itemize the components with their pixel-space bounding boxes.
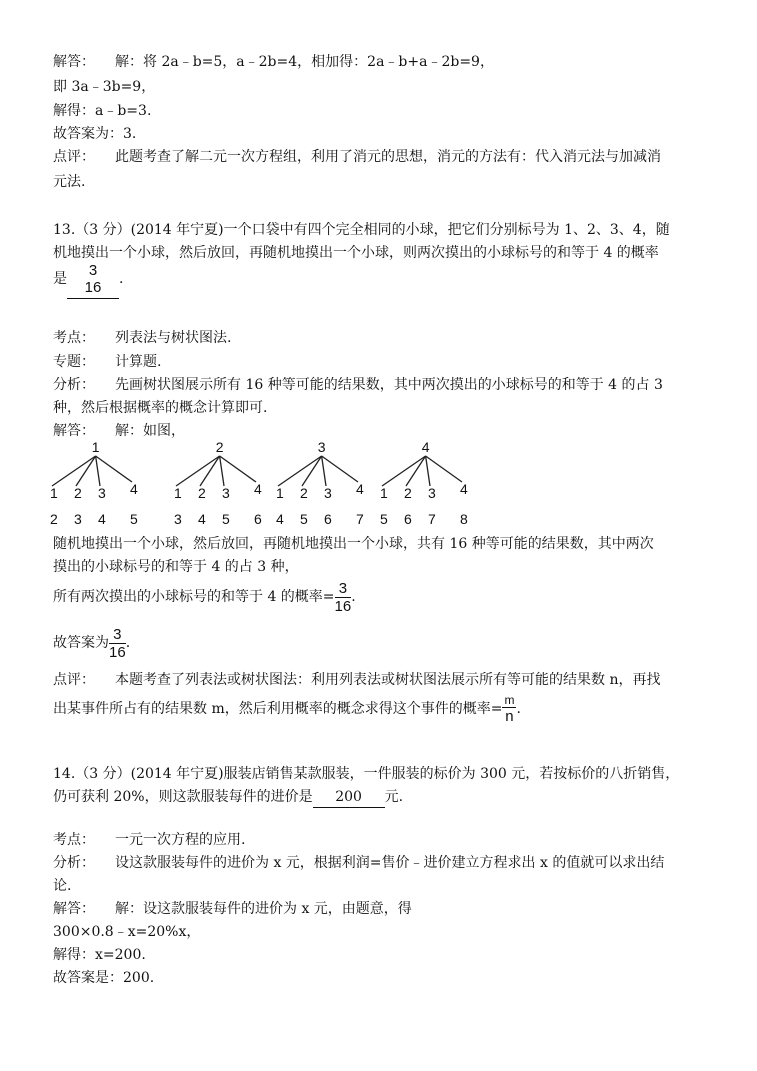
q13-prob-fraction: $\frac{3}{16}$ xyxy=(334,579,352,615)
tree-child: 1 xyxy=(380,485,388,501)
tree-branch xyxy=(322,456,358,482)
tree-branch xyxy=(302,456,322,486)
tree-branch xyxy=(96,456,132,482)
tree-root: 3 xyxy=(317,440,326,455)
tree-branch xyxy=(220,456,224,486)
tree-branch xyxy=(76,456,96,486)
tree-child: 4 xyxy=(130,481,138,497)
tree-sum: 8 xyxy=(460,511,468,527)
tree-branch xyxy=(176,456,220,486)
q14-answer-blank: 200 xyxy=(313,787,385,808)
tree-sum: 3 xyxy=(74,511,82,527)
q14-stem-line1: 14.（3 分）(2014 年宁夏)服装店销售某款服装，一件服装的标价为 300 元，若按标价的八折销售， xyxy=(53,766,680,782)
q13-fenxi-line1: 分析： 先画树状图展示所有 16 种等可能的结果数，其中两次摸出的小球标号的和等于 4 的占 3 xyxy=(53,377,663,393)
q12-answer-line3: 解得：a﹣b=3. xyxy=(53,103,152,119)
q13-dianping-line1: 点评： 本题考查了列表法或树状图法：利用列表法或树状图法展示所有等可能的结果数 n，再找 xyxy=(53,672,661,688)
tree-sum: 6 xyxy=(254,511,262,527)
tree-branch xyxy=(406,456,426,486)
q14-fenxi-line2: 论. xyxy=(53,878,72,894)
q13-dianping-fraction: $\frac{m}{n}$ xyxy=(504,693,515,725)
q13-stem-line1: 13.（3 分）(2014 年宁夏)一个口袋中有四个完全相同的小球，把它们分别标号为 1、2、3、4，随 xyxy=(53,222,670,238)
tree-branch xyxy=(382,456,426,486)
tree-root: 1 xyxy=(91,440,100,455)
tree-root: 4 xyxy=(421,440,430,455)
q13-dianping-line2: 出某事件所占有的结果数 m，然后利用概率的概念求得这个事件的概率= $\frac{m}{n}$ . xyxy=(53,693,521,725)
tree-sum: 4 xyxy=(198,511,206,527)
tree-child: 2 xyxy=(198,485,206,501)
tree-child: 3 xyxy=(222,485,230,501)
q13-kaodian: 考点： 列表法与树状图法. xyxy=(53,330,232,346)
tree-child: 2 xyxy=(74,485,82,501)
q12-comment-line2: 元法. xyxy=(53,174,86,190)
tree-branch xyxy=(322,456,326,486)
q14-jieda: 解答： 解：设这款服装每件的进价为 x 元，由题意，得 xyxy=(53,901,412,917)
tree-branch xyxy=(200,456,220,486)
tree-3 xyxy=(276,440,364,527)
tree-sum: 5 xyxy=(300,511,308,527)
tree-sum: 6 xyxy=(324,511,332,527)
tree-sum: 2 xyxy=(50,511,58,527)
q13-fenxi-line2: 种，然后根据概率的概念计算即可. xyxy=(53,400,268,416)
tree-branch xyxy=(426,456,430,486)
q12-answer-line4: 故答案为：3. xyxy=(53,126,137,142)
tree-sum: 3 xyxy=(174,511,182,527)
tree-child: 3 xyxy=(428,485,436,501)
tree-child: 2 xyxy=(404,485,412,501)
tree-child: 3 xyxy=(98,485,106,501)
tree-sum: 4 xyxy=(98,511,106,527)
q14-eq-line1: 300×0.8﹣x=20%x， xyxy=(53,924,201,940)
q14-stem-line2: 仍可获利 20%，则这款服装每件的进价是 200 元. xyxy=(53,787,403,808)
tree-4 xyxy=(380,440,468,527)
q13-answer-blank xyxy=(67,260,119,299)
q13-prob-line: 所有两次摸出的小球标号的和等于 4 的概率= $\frac{3}{16}$ . xyxy=(53,579,356,615)
tree-branch xyxy=(52,456,96,486)
q14-kaodian: 考点： 一元一次方程的应用. xyxy=(53,832,246,848)
q13-result-line: 故答案为 $\frac{3}{16}$ . xyxy=(53,625,131,661)
tree-diagram xyxy=(40,440,480,532)
q13-jieda: 解答： 解：如图， xyxy=(53,423,185,439)
q13-result-fraction: $\frac{3}{16}$ xyxy=(109,625,126,661)
tree-sum: 7 xyxy=(356,511,364,527)
tree-child: 1 xyxy=(50,485,58,501)
tree-sum: 7 xyxy=(428,511,436,527)
q14-fenxi-line1: 分析： 设这款服装每件的进价为 x 元，根据利润=售价﹣进价建立方程求出 x 的值就可以求出结 xyxy=(53,855,665,871)
q12-comment-line1: 点评： 此题考查了解二元一次方程组，利用了消元的思想，消元的方法有：代入消元法与加减消 xyxy=(53,149,661,165)
tree-sum: 5 xyxy=(380,511,388,527)
tree-child: 4 xyxy=(254,481,262,497)
q14-eq-line2: 解得：x=200. xyxy=(53,947,146,963)
q12-answer-line2: 即 3a﹣3b=9， xyxy=(53,79,156,95)
tree-root: 2 xyxy=(215,440,224,455)
q13-stem-line3: 是 3 16 . xyxy=(53,260,123,299)
q13-answer-fraction: 3 16 xyxy=(84,262,102,296)
q13-stem-line2: 机地摸出一个小球，然后放回，再随机地摸出一个小球，则两次摸出的小球标号的和等于 4 的概率 xyxy=(53,245,659,261)
tree-1 xyxy=(50,440,138,527)
q13-after-line1: 随机地摸出一个小球，然后放回，再随机地摸出一个小球，共有 16 种等可能的结果数，其中两次 xyxy=(53,536,654,552)
tree-child: 4 xyxy=(356,481,364,497)
tree-child: 2 xyxy=(300,485,308,501)
tree-2 xyxy=(174,440,262,527)
tree-branch xyxy=(220,456,256,482)
tree-sum: 5 xyxy=(130,511,138,527)
q12-answer-line1: 解答： 解：将 2a﹣b=5，a﹣2b=4，相加得：2a﹣b+a﹣2b=9， xyxy=(53,54,494,70)
tree-sum: 5 xyxy=(222,511,230,527)
tree-branch xyxy=(96,456,100,486)
tree-child: 1 xyxy=(276,485,284,501)
tree-child: 1 xyxy=(174,485,182,501)
q14-eq-line3: 故答案是：200. xyxy=(53,970,155,986)
q13-zhuanti: 专题： 计算题. xyxy=(53,354,162,370)
tree-child: 3 xyxy=(324,485,332,501)
tree-sum: 6 xyxy=(404,511,412,527)
q12-answer-label: 解答： xyxy=(53,54,95,70)
tree-sum: 4 xyxy=(276,511,284,527)
q12-comment-label: 点评： xyxy=(53,149,95,165)
q13-after-line2: 摸出的小球标号的和等于 4 的占 3 种， xyxy=(53,559,299,575)
tree-branch xyxy=(278,456,322,486)
tree-child: 4 xyxy=(460,481,468,497)
tree-branch xyxy=(426,456,462,482)
